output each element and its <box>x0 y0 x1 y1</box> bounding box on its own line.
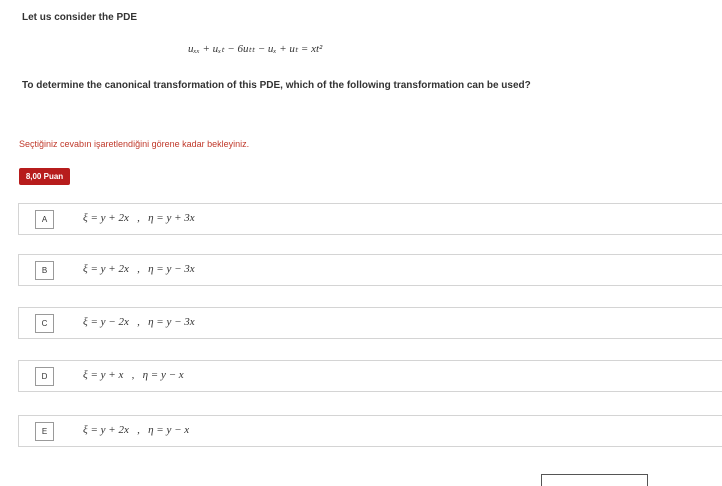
pde-equation: uₓₓ + uₓₜ − 6uₜₜ − uₓ + uₜ = xt² <box>188 43 323 55</box>
option-c[interactable] <box>18 307 722 339</box>
next-button[interactable] <box>541 474 648 486</box>
option-key-b[interactable]: B <box>35 261 54 280</box>
option-text-c: ξ = y − 2x , η = y − 3x <box>83 316 195 328</box>
option-text-a: ξ = y + 2x , η = y + 3x <box>83 212 195 224</box>
option-key-d[interactable]: D <box>35 367 54 386</box>
option-e[interactable] <box>18 415 722 447</box>
question-text: To determine the canonical transformation of this PDE, which of the following transformation can be used? <box>22 80 531 91</box>
option-a[interactable] <box>18 203 722 235</box>
option-key-c[interactable]: C <box>35 314 54 333</box>
option-d[interactable] <box>18 360 722 392</box>
question-intro: Let us consider the PDE <box>22 12 138 23</box>
option-b[interactable] <box>18 254 722 286</box>
points-badge: 8,00 Puan <box>19 168 70 185</box>
wait-warning: Seçtiğiniz cevabın işaretlendiğini görene kadar bekleyiniz. <box>19 139 250 149</box>
option-key-a[interactable]: A <box>35 210 54 229</box>
option-text-e: ξ = y + 2x , η = y − x <box>83 424 190 436</box>
option-text-d: ξ = y + x , η = y − x <box>83 369 184 381</box>
option-key-e[interactable]: E <box>35 422 54 441</box>
option-text-b: ξ = y + 2x , η = y − 3x <box>83 263 195 275</box>
